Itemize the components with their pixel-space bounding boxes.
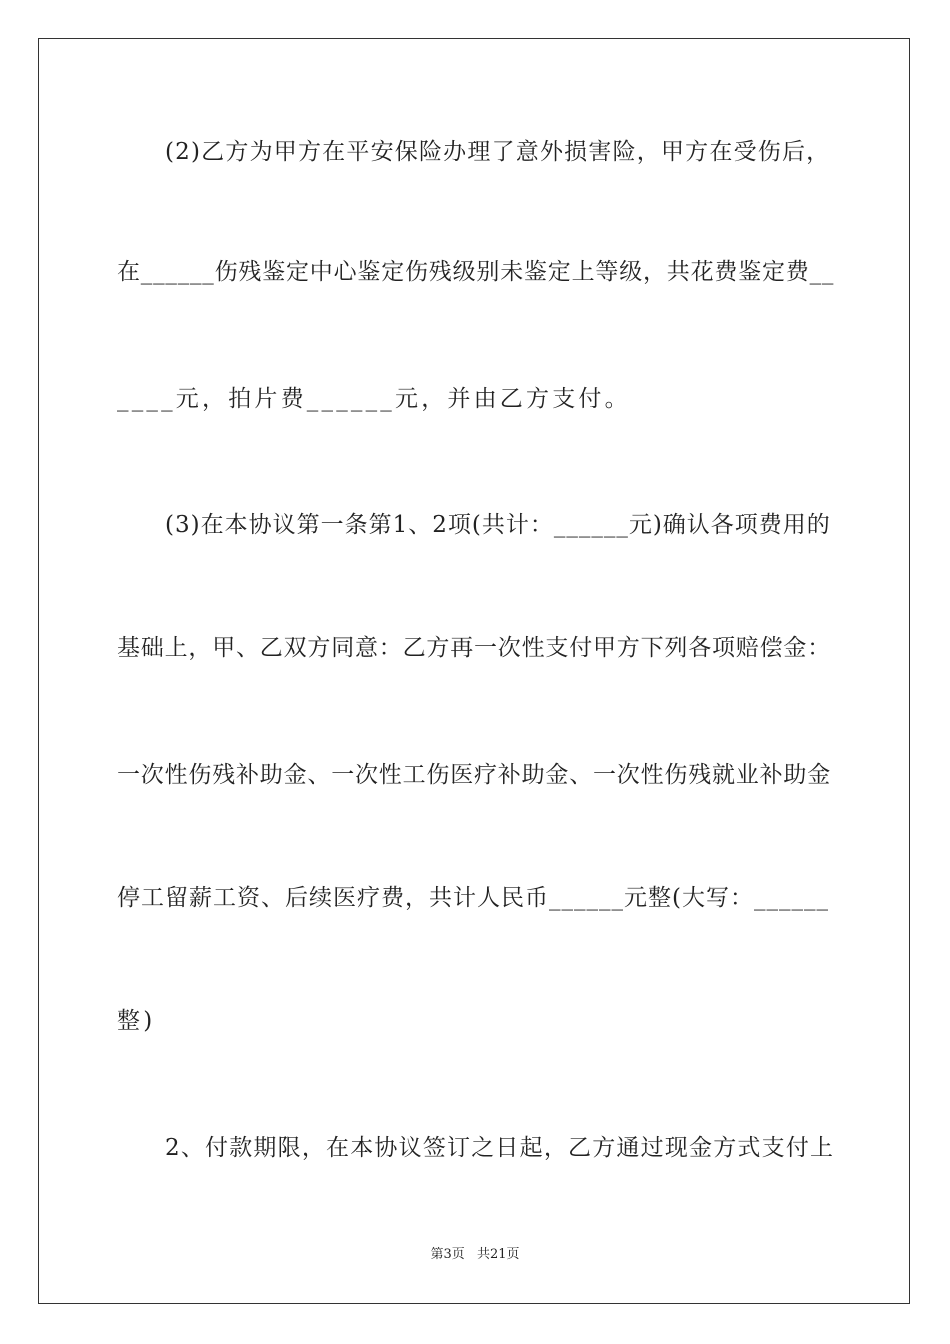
page-footer [0,1246,950,1264]
paragraph-line-9: 2、付款期限，在本协议签订之日起，乙方通过现金方式支付上 [165,1135,835,1161]
paragraph-line-7: 停工留薪工资、后续医疗费，共计人民币______元整(大写：______ [117,885,829,911]
paragraph-line-2: 在______伤残鉴定中心鉴定伤残级别未鉴定上等级，共花费鉴定费__ [117,259,835,285]
paragraph-line-6: 一次性伤残补助金、一次性工伤医疗补助金、一次性伤残就业补助金 [117,762,831,788]
paragraph-line-4: (3)在本协议第一条第1、2项(共计：______元)确认各项费用的 [165,512,831,538]
page-total: 共21页 [476,1247,520,1262]
page-number: 第3页 [430,1247,465,1262]
page-border [38,38,910,1304]
paragraph-line-1: (2)乙方为甲方在平安保险办理了意外损害险，甲方在受伤后， [165,139,831,165]
paragraph-line-5: 基础上，甲、乙双方同意：乙方再一次性支付甲方下列各项赔偿金： [117,635,831,661]
paragraph-line-8: 整) [117,1008,156,1034]
paragraph-line-3: ____元，拍片费______元，并由乙方支付。 [117,386,631,412]
